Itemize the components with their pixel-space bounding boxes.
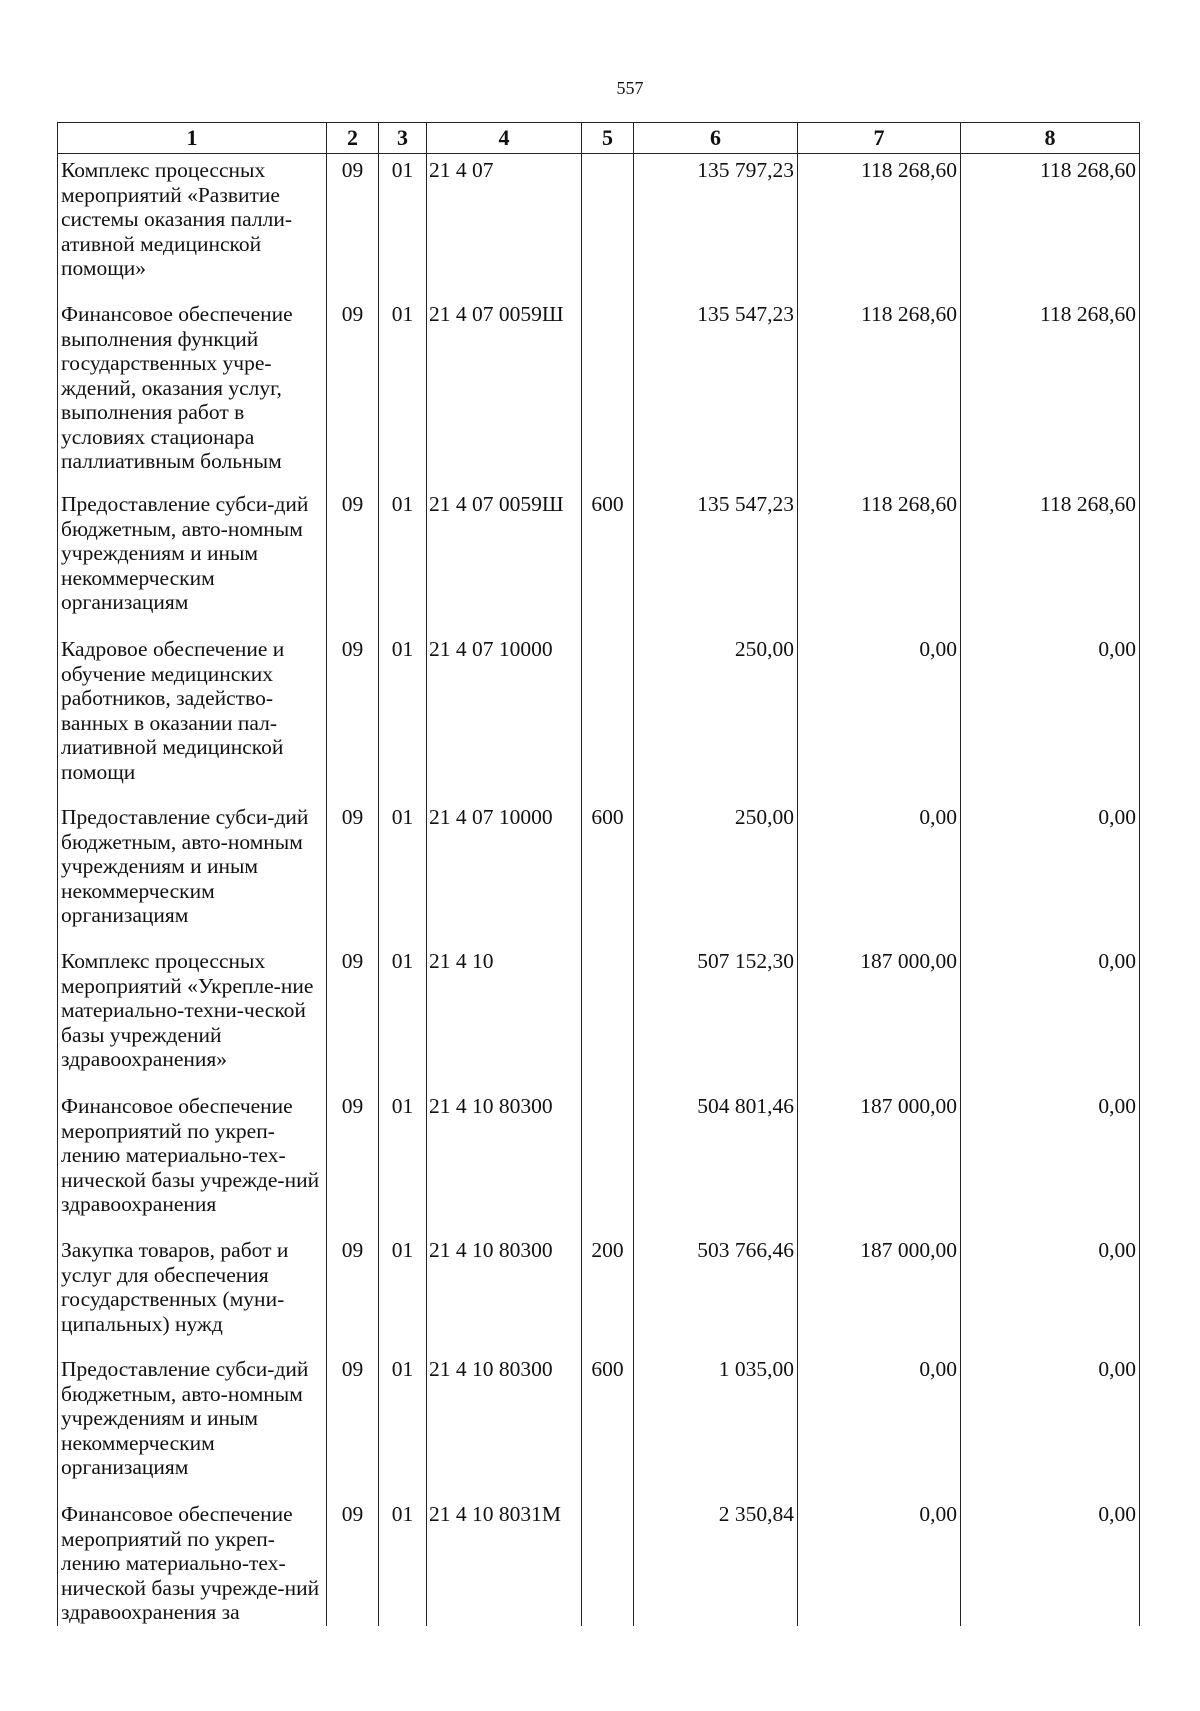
subsection-code-cell: 01 (379, 154, 427, 299)
amount-col7-cell: 187 000,00 (798, 1234, 961, 1353)
subsection-code-cell: 01 (379, 633, 427, 801)
amount-col6-cell: 503 766,46 (634, 1234, 798, 1353)
amount-col8-cell: 0,00 (961, 1234, 1140, 1353)
row-name-cell: Закупка товаров, работ и услуг для обеспечения государственных (муни-ципальных) нужд (58, 1234, 327, 1353)
subsection-code-cell: 01 (379, 1234, 427, 1353)
section-code-cell: 09 (327, 488, 379, 633)
target-article-cell: 21 4 10 (427, 945, 582, 1090)
amount-col8-cell: 118 268,60 (961, 488, 1140, 633)
expense-type-cell (582, 945, 634, 1090)
table-header-row (58, 123, 1140, 154)
amount-col6-cell: 135 797,23 (634, 154, 798, 299)
amount-col7-cell: 0,00 (798, 633, 961, 801)
expense-type-cell (582, 298, 634, 488)
row-name-cell: Комплекс процессных мероприятий «Укрепле-ние материально-техни-ческой базы учреждений здравоохранения» (58, 945, 327, 1090)
column-header-3: 3 (379, 123, 427, 154)
target-article-cell: 21 4 07 10000 (427, 801, 582, 945)
section-code-cell: 09 (327, 801, 379, 945)
row-name-cell: Кадровое обеспечение и обучение медицинских работников, задейство-ванных в оказании пал-лиативной медицинской помощи (58, 633, 327, 801)
expense-type-cell: 600 (582, 1353, 634, 1498)
column-header-6: 6 (634, 123, 798, 154)
table-row (58, 801, 1140, 945)
expense-type-cell (582, 633, 634, 801)
subsection-code-cell: 01 (379, 801, 427, 945)
amount-col8-cell: 0,00 (961, 801, 1140, 945)
amount-col7-cell: 0,00 (798, 1498, 961, 1626)
table-row (58, 633, 1140, 801)
column-header-4: 4 (427, 123, 582, 154)
row-name-cell: Комплекс процессных мероприятий «Развитие системы оказания палли-ативной медицинской помощи» (58, 154, 327, 299)
table-row (58, 1353, 1140, 1498)
amount-col7-cell: 187 000,00 (798, 945, 961, 1090)
amount-col7-cell: 118 268,60 (798, 298, 961, 488)
page-number: 557 (616, 78, 644, 98)
amount-col8-cell: 0,00 (961, 945, 1140, 1090)
expense-type-cell (582, 1090, 634, 1234)
section-code-cell: 09 (327, 298, 379, 488)
expense-type-cell: 600 (582, 488, 634, 633)
subsection-code-cell: 01 (379, 1353, 427, 1498)
amount-col6-cell: 250,00 (634, 633, 798, 801)
table-row (58, 1498, 1140, 1626)
row-name-cell: Предоставление субси-дий бюджетным, авто-номным учреждениям и иным некоммерческим организациям (58, 1353, 327, 1498)
amount-col8-cell: 0,00 (961, 1353, 1140, 1498)
target-article-cell: 21 4 10 80300 (427, 1090, 582, 1234)
table-row (58, 298, 1140, 488)
column-header-7: 7 (798, 123, 961, 154)
table-row (58, 488, 1140, 633)
amount-col8-cell: 118 268,60 (961, 154, 1140, 299)
amount-col6-cell: 250,00 (634, 801, 798, 945)
table-row (58, 1234, 1140, 1353)
target-article-cell: 21 4 07 10000 (427, 633, 582, 801)
expense-type-cell: 600 (582, 801, 634, 945)
amount-col6-cell: 504 801,46 (634, 1090, 798, 1234)
amount-col6-cell: 2 350,84 (634, 1498, 798, 1626)
subsection-code-cell: 01 (379, 945, 427, 1090)
expense-type-cell (582, 154, 634, 299)
amount-col8-cell: 0,00 (961, 1498, 1140, 1626)
target-article-cell: 21 4 10 80300 (427, 1353, 582, 1498)
amount-col7-cell: 0,00 (798, 801, 961, 945)
section-code-cell: 09 (327, 1234, 379, 1353)
column-header-8: 8 (961, 123, 1140, 154)
budget-table-container (57, 122, 1140, 1626)
column-header-2: 2 (327, 123, 379, 154)
amount-col7-cell: 118 268,60 (798, 488, 961, 633)
subsection-code-cell: 01 (379, 1498, 427, 1626)
row-name-cell: Финансовое обеспечение выполнения функций государственных учре-ждений, оказания услуг, выполнения работ в условиях стационара паллиативным больным (58, 298, 327, 488)
table-row (58, 154, 1140, 299)
target-article-cell: 21 4 07 0059Ш (427, 298, 582, 488)
target-article-cell: 21 4 07 (427, 154, 582, 299)
column-header-1: 1 (58, 123, 327, 154)
subsection-code-cell: 01 (379, 1090, 427, 1234)
amount-col7-cell: 187 000,00 (798, 1090, 961, 1234)
budget-table (57, 122, 1140, 1626)
expense-type-cell (582, 1498, 634, 1626)
section-code-cell: 09 (327, 633, 379, 801)
amount-col6-cell: 135 547,23 (634, 298, 798, 488)
subsection-code-cell: 01 (379, 298, 427, 488)
expense-type-cell: 200 (582, 1234, 634, 1353)
amount-col6-cell: 507 152,30 (634, 945, 798, 1090)
amount-col8-cell: 118 268,60 (961, 298, 1140, 488)
amount-col6-cell: 135 547,23 (634, 488, 798, 633)
table-row (58, 945, 1140, 1090)
row-name-cell: Предоставление субси-дий бюджетным, авто-номным учреждениям и иным некоммерческим организациям (58, 488, 327, 633)
target-article-cell: 21 4 07 0059Ш (427, 488, 582, 633)
section-code-cell: 09 (327, 1498, 379, 1626)
section-code-cell: 09 (327, 1353, 379, 1498)
column-header-5: 5 (582, 123, 634, 154)
section-code-cell: 09 (327, 945, 379, 1090)
target-article-cell: 21 4 10 80300 (427, 1234, 582, 1353)
target-article-cell: 21 4 10 8031М (427, 1498, 582, 1626)
row-name-cell: Финансовое обеспечение мероприятий по укреп-лению материально-тех-нической базы учрежде-ний здравоохранения за (58, 1498, 327, 1626)
section-code-cell: 09 (327, 154, 379, 299)
amount-col6-cell: 1 035,00 (634, 1353, 798, 1498)
subsection-code-cell: 01 (379, 488, 427, 633)
amount-col8-cell: 0,00 (961, 1090, 1140, 1234)
amount-col7-cell: 0,00 (798, 1353, 961, 1498)
row-name-cell: Финансовое обеспечение мероприятий по укреп-лению материально-тех-нической базы учрежде-ний здравоохранения (58, 1090, 327, 1234)
amount-col8-cell: 0,00 (961, 633, 1140, 801)
amount-col7-cell: 118 268,60 (798, 154, 961, 299)
table-row (58, 1090, 1140, 1234)
section-code-cell: 09 (327, 1090, 379, 1234)
row-name-cell: Предоставление субси-дий бюджетным, авто-номным учреждениям и иным некоммерческим организациям (58, 801, 327, 945)
